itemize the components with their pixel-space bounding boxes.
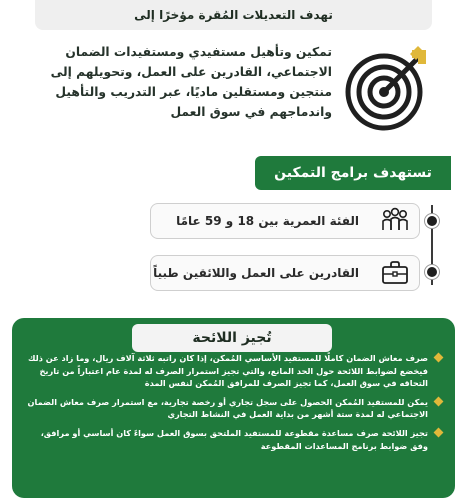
diamond-bullet-icon	[434, 353, 444, 363]
regulation-item-text: يمكن للمستفيد المُمكن الحصول على سجل تجاري أو رخصة تجارية، مع استمرار صرف معاش الضمان الاجتماعي له لمدة ستة أشهر من بداية العمل في النشاط التجاري	[27, 396, 428, 420]
timeline-dot	[425, 214, 439, 228]
briefcase-icon	[378, 258, 412, 288]
programs-heading	[255, 156, 451, 190]
banner-title: تهدف التعديلات المُقرة مؤخرًا إلى	[134, 8, 333, 22]
timeline-dot	[425, 265, 439, 279]
criteria-ability-label: القادرين على العمل واللائقين طبياً	[153, 266, 359, 280]
regulation-title-box	[132, 324, 332, 352]
regulation-title: تُجيز اللائحة	[192, 330, 272, 346]
regulation-item-text: صرف معاش الضمان كاملًا للمستفيد الأساسي المُمكن، إذا كان راتبه ثلاثة آلاف ريال، وما زاد عن ذلك فيخضع لضوابط اللائحة حول الحد المانع، والتي تجيز استمرار الصرف له لمدة عام اعتباراً من تاريخ التحاقه في سوق العمل، كما تجيز الصرف للمرافق المُمكن لنفس المدة	[28, 353, 428, 389]
regulation-item-text: تجيز اللائحة صرف مساعدة مقطوعة للمستفيد الملتحق بسوق العمل سواءً كان أساسي أو مرافق، وفق ضوابط برنامج المساعدات المقطوعة	[40, 427, 428, 451]
target-arrow-icon	[340, 40, 436, 136]
group-people-icon	[378, 206, 412, 236]
diamond-bullet-icon	[434, 396, 444, 406]
diamond-bullet-icon	[434, 428, 444, 438]
regulation-list	[22, 352, 442, 458]
criteria-age-label: الفئة العمرية بين 18 و 59 عامًا	[176, 214, 359, 228]
list-item	[22, 396, 442, 421]
list-item	[22, 427, 442, 452]
programs-heading-text: تستهدف برامج التمكين	[274, 165, 432, 181]
intro-paragraph: تمكين وتأهيل مستفيدي ومستفيدات الضمان الاجتماعي، القادرين على العمل، وتحويلهم إلى منتجين ومستقلين ماديًا، عبر التدريب والتأهيل واندماجهم في سوق العمل	[50, 45, 332, 119]
top-banner	[35, 0, 432, 30]
list-item	[22, 352, 442, 390]
